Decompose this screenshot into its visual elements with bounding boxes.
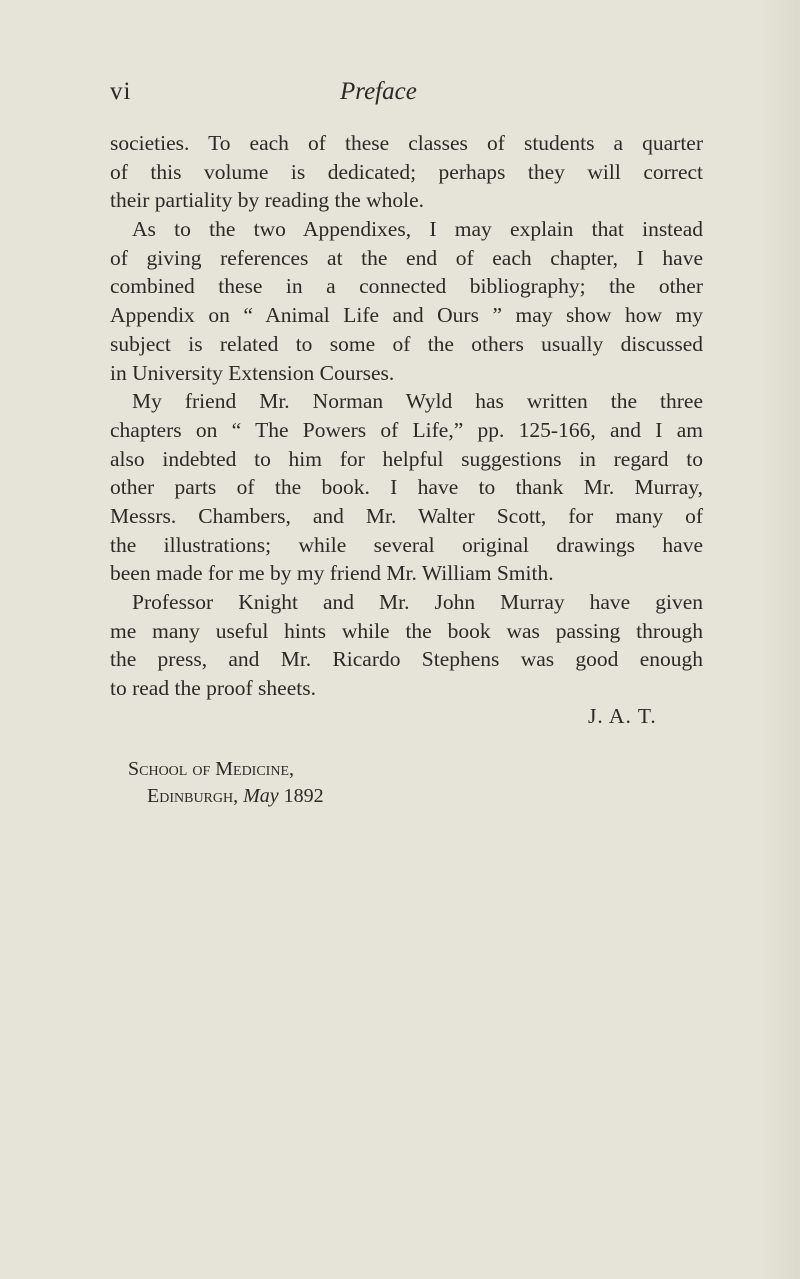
text-line: also indebted to him for helpful suggestions in regard to — [110, 446, 703, 471]
page-number: vi — [110, 78, 132, 105]
text-line: societies. To each of these classes of students a quarter — [110, 131, 703, 155]
address-month: May — [243, 785, 279, 807]
page-header — [110, 78, 710, 114]
text-line: subject is related to some of the others usually discussed — [110, 331, 703, 356]
text-line: My friend Mr. Norman Wyld has written the three — [132, 389, 703, 414]
text-line: Messrs. Chambers, and Mr. Walter Scott, for many of — [110, 503, 703, 528]
text-line: of this volume is dedicated; perhaps they will correct — [110, 159, 703, 184]
address-line-1: School of Medicine, — [128, 758, 295, 780]
running-title: Preface — [340, 78, 417, 105]
text-line: Appendix on “ Animal Life and Ours ” may show how my — [110, 303, 703, 328]
text-line: other parts of the book. I have to thank Mr. Murray, — [110, 475, 703, 500]
text-line: the illustrations; while several original drawings have — [110, 532, 703, 557]
page-edge-shadow — [760, 0, 800, 1279]
text-line: of giving references at the end of each chapter, I have — [110, 245, 703, 270]
address-line-2 — [147, 785, 324, 808]
text-line: their partiality by reading the whole. — [110, 188, 425, 213]
text-line: to read the proof sheets. — [110, 676, 316, 701]
text-line: combined these in a connected bibliography; the other — [110, 274, 703, 299]
text-line: chapters on “ The Powers of Life,” pp. 125-166, and I am — [110, 417, 703, 442]
text-line: in University Extension Courses. — [110, 360, 395, 385]
text-line: As to the two Appendixes, I may explain that instead — [132, 217, 703, 242]
preface-body — [110, 129, 703, 703]
text-line: me many useful hints while the book was passing through — [110, 618, 703, 643]
text-line: the press, and Mr. Ricardo Stephens was good enough — [110, 647, 703, 672]
author-initials: J. A. T. — [588, 704, 657, 728]
text-line: Professor Knight and Mr. John Murray have given — [132, 590, 703, 614]
address-year: 1892 — [283, 785, 324, 807]
address-place: Edinburgh, — [147, 785, 239, 807]
text-line: been made for me by my friend Mr. William Smith. — [110, 561, 554, 586]
